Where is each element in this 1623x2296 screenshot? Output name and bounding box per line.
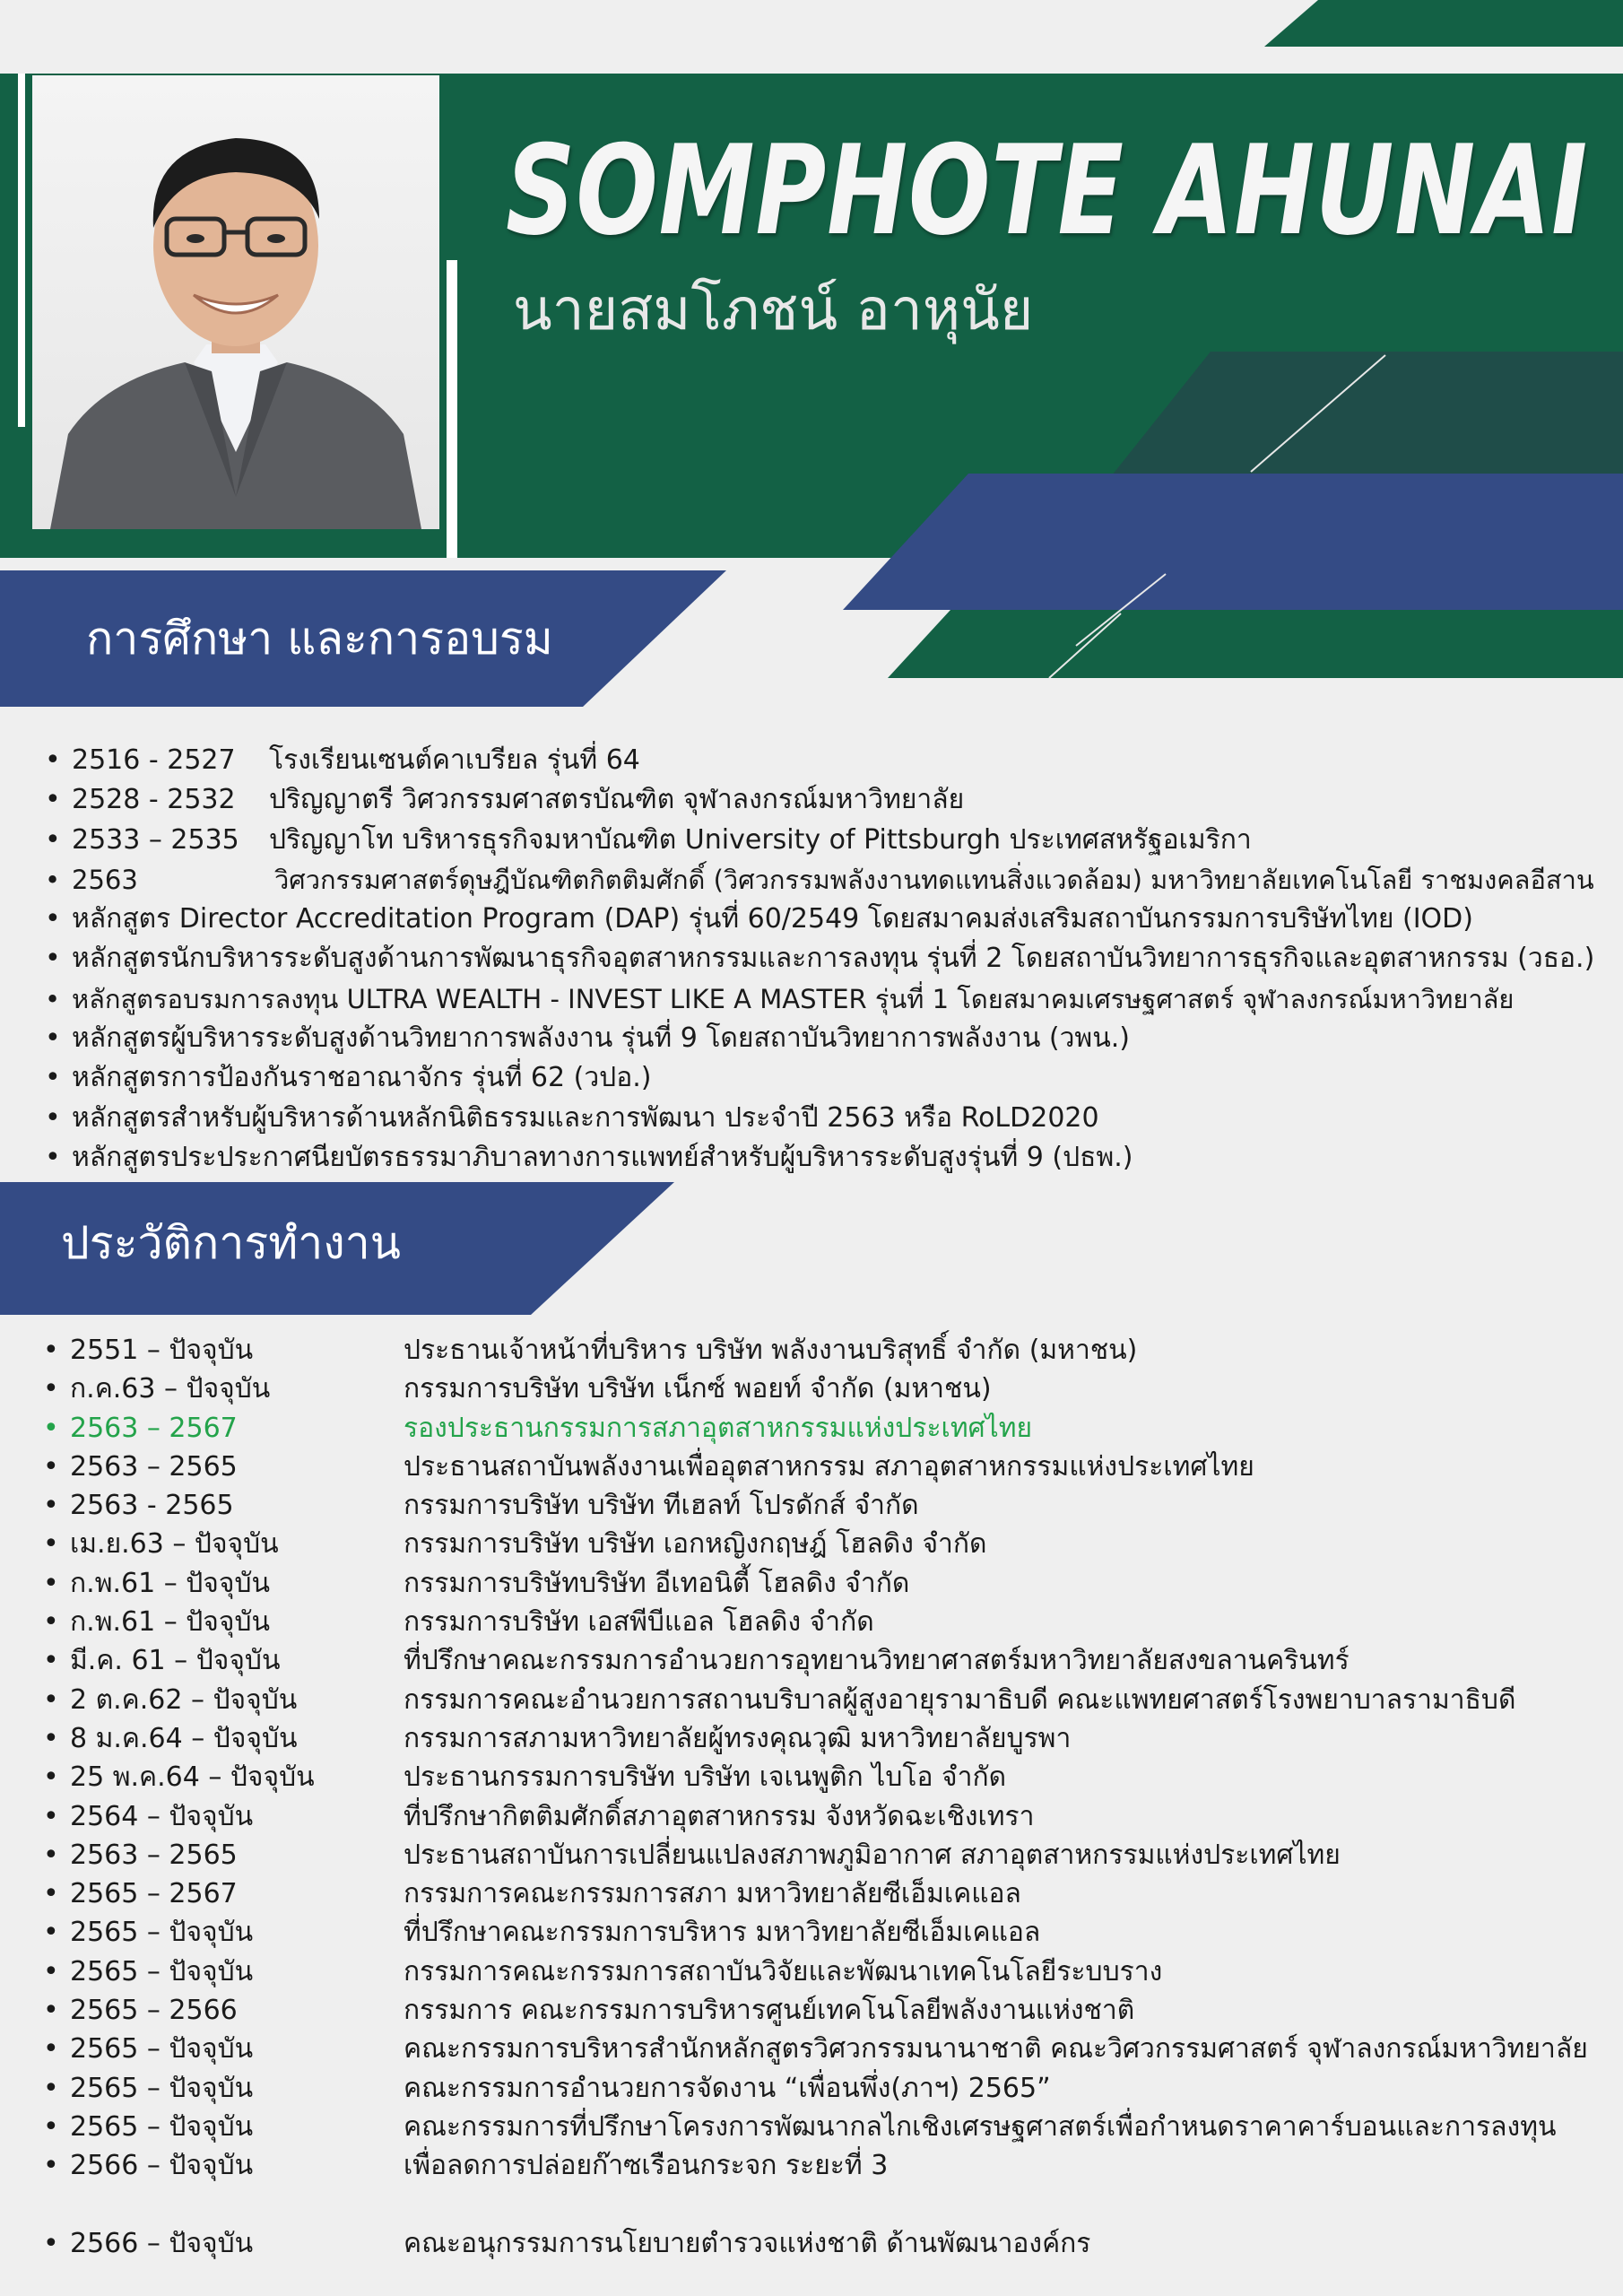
education-item (45, 780, 1623, 820)
education-item (45, 741, 1623, 780)
work-year: 2563 – 2567 (70, 1412, 238, 1444)
education-year: 2533 – 2535 (72, 823, 239, 856)
work-text: ประธานกรรมการบริษัท บริษัท เจเนพูติก ไบโอ จำกัด (404, 1761, 1007, 1794)
work-year: 2565 – 2567 (70, 1878, 238, 1910)
photo-frame-left-line (18, 74, 25, 427)
work-text: กรรมการบริษัทบริษัท อีเทอนิตี้ โฮลดิง จำกัด (404, 1567, 910, 1599)
work-year: 2565 – 2566 (70, 1995, 238, 2027)
work-text: กรรมการคณะกรรมการสภา มหาวิทยาลัยซีเอ็มเคแอล (404, 1878, 1021, 1910)
work-text: กรรมการบริษัท บริษัท เอกหญิงกฤษฎ์ โฮลดิง จำกัด (404, 1528, 987, 1561)
work-year: เม.ย.63 – ปัจจุบัน (70, 1528, 279, 1561)
work-year: 2563 - 2565 (70, 1490, 234, 1522)
work-year: 25 พ.ค.64 – ปัจจุบัน (70, 1761, 315, 1794)
work-item (43, 1836, 1621, 1874)
work-item (43, 2069, 1621, 2108)
work-year: 2564 – ปัจจุบัน (70, 1800, 254, 1832)
work-year: ก.พ.61 – ปัจจุบัน (70, 1606, 271, 1639)
work-year: 2565 – ปัจจุบัน (70, 1955, 254, 1987)
education-year: 2563 (72, 864, 138, 895)
work-year: 2565 – ปัจจุบัน (70, 2033, 254, 2066)
work-text: ที่ปรึกษาคณะกรรมการบริหาร มหาวิทยาลัยซีเอ็มเคแอล (404, 1917, 1041, 1949)
education-text: หลักสูตรอบรมการลงทุน ULTRA WEALTH - INVEST LIKE A MASTER รุ่นที่ 1 โดยสมาคมเศรษฐศาสตร์ จุฬาลงกรณ์มหาวิทยาลัย (72, 983, 1515, 1014)
work-text: กรรมการสภามหาวิทยาลัยผู้ทรงคุณวุฒิ มหาวิทยาลัยบูรพา (404, 1722, 1072, 1754)
work-section-title: ประวัติการทำงาน (61, 1217, 401, 1269)
work-year: 2551 – ปัจจุบัน (70, 1335, 254, 1366)
education-text: โรงเรียนเซนต์คาเบรียล รุ่นที่ 64 (269, 744, 640, 776)
portrait-illustration (32, 75, 439, 529)
education-text: หลักสูตรประประกาศนียบัตรธรรมาภิบาลทางการแพทย์สำหรับผู้บริหารระดับสูงรุ่นที่ 9 (ปธพ.) (72, 1141, 1133, 1173)
work-year: 8 ม.ค.64 – ปัจจุบัน (70, 1722, 298, 1754)
work-item (43, 1874, 1621, 1913)
work-item (43, 1370, 1621, 1408)
work-text: ที่ปรึกษากิตติมศักดิ์สภาอุตสาหกรรม จังหวัดฉะเชิงเทรา (404, 1800, 1035, 1832)
work-item (43, 2146, 1621, 2185)
work-year: 2565 – ปัจจุบัน (70, 2072, 254, 2104)
work-item (43, 1641, 1621, 1680)
work-text: ประธานสถาบันการเปลี่ยนแปลงสภาพภูมิอากาศ สภาอุตสาหกรรมแห่งประเทศไทย (404, 1839, 1341, 1871)
work-item (43, 1681, 1621, 1719)
work-year: 2 ต.ค.62 – ปัจจุบัน (70, 1683, 298, 1716)
work-text: กรรมการคณะกรรมการสถาบันวิจัยและพัฒนาเทคโนโลยีระบบราง (404, 1955, 1163, 1987)
education-item (45, 979, 1623, 1019)
work-year: ก.พ.61 – ปัจจุบัน (70, 1567, 271, 1599)
work-text: กรรมการบริษัท บริษัท ทีเฮลท์ โปรดักส์ จำกัด (404, 1490, 919, 1522)
navy-band (843, 474, 1623, 610)
work-item (43, 1448, 1621, 1486)
top-accent-shape (1264, 0, 1623, 47)
education-item (45, 1058, 1623, 1098)
education-text: วิศวกรรมศาสตร์ดุษฎีบัณฑิตกิตติมศักดิ์ (วิศวกรรมพลังงานทดแทนสิ่งแวดล้อม) มหาวิทยาลัยเทคโนโลยี ราชมงคลอีสาน (274, 864, 1594, 895)
education-text: หลักสูตรการป้องกันราชอาณาจักร รุ่นที่ 62 (วปอ.) (72, 1062, 652, 1094)
work-text: กรรมการคณะอำนวยการสถานบริบาลผู้สูงอายุรามาธิบดี คณะแพทยศาสตร์โรงพยาบาลรามาธิบดี (404, 1683, 1516, 1716)
work-item (43, 1797, 1621, 1836)
work-year: 2563 – 2565 (70, 1450, 238, 1483)
education-year: 2516 - 2527 (72, 744, 236, 776)
work-item (43, 1331, 1621, 1370)
work-text: คณะอนุกรรมการนโยบายตำรวจแห่งชาติ ด้านพัฒนาองค์กร (404, 2227, 1091, 2259)
education-text: หลักสูตรนักบริหารระดับสูงด้านการพัฒนาธุรกิจอุตสาหกรรมและการลงทุน รุ่นที่ 2 โดยสถาบันวิทยาการธุรกิจและอุตสาหกรรม (วธอ.) (72, 943, 1595, 975)
education-item (45, 1099, 1623, 1138)
education-item (45, 860, 1623, 900)
work-item (43, 1913, 1621, 1952)
work-year: 2566 – ปัจจุบัน (70, 2227, 254, 2259)
work-text: คณะกรรมการที่ปรึกษาโครงการพัฒนากลไกเชิงเศรษฐศาสตร์เพื่อกำหนดราคาคาร์บอนและการลงทุน (404, 2110, 1557, 2143)
education-section-title: การศึกษา และการอบรม (86, 613, 553, 665)
work-item (43, 1525, 1621, 1563)
work-year: 2565 – ปัจจุบัน (70, 2110, 254, 2143)
work-year: 2565 – ปัจจุบัน (70, 1917, 254, 1949)
work-text: กรรมการ คณะกรรมการบริหารศูนย์เทคโนโลยีพลังงานแห่งชาติ (404, 1995, 1135, 2027)
education-item (45, 1019, 1623, 1058)
education-list (45, 741, 1623, 1178)
education-text: หลักสูตรผู้บริหารระดับสูงด้านวิทยาการพลังงาน รุ่นที่ 9 โดยสถาบันวิทยาการพลังงาน (วพน.) (72, 1022, 1130, 1055)
work-text: ประธานเจ้าหน้าที่บริหาร บริษัท พลังงานบริสุทธิ์ จำกัด (มหาชน) (404, 1335, 1138, 1366)
name-english: SOMPHOTE AHUNAI (506, 118, 1588, 263)
work-text: กรรมการบริษัท เอสพีบีแอล โฮลดิง จำกัด (404, 1606, 874, 1639)
work-year: ก.ค.63 – ปัจจุบัน (70, 1373, 271, 1405)
work-text: เพื่อลดการปล่อยก๊าซเรือนกระจก ระยะที่ 3 (404, 2150, 889, 2182)
education-item (45, 1138, 1623, 1178)
education-text: หลักสูตรสำหรับผู้บริหารด้านหลักนิติธรรมและการพัฒนา ประจำปี 2563 หรือ RoLD2020 (72, 1101, 1099, 1134)
lower-green-block (888, 610, 1623, 678)
work-item (43, 2224, 1621, 2263)
education-item (45, 900, 1623, 939)
work-text: คณะกรรมการบริหารสำนักหลักสูตรวิศวกรรมนานาชาติ คณะวิศวกรรมศาสตร์ จุฬาลงกรณ์มหาวิทยาลัย (404, 2033, 1588, 2066)
work-item (43, 1409, 1621, 1448)
education-item (45, 939, 1623, 978)
work-text: คณะกรรมการอำนวยการจัดงาน “เพื่อนพึ่ง(ภาฯ) 2565” (404, 2072, 1051, 2104)
work-history-list (43, 1331, 1621, 2263)
work-text: รองประธานกรรมการสภาอุตสาหกรรมแห่งประเทศไทย (404, 1412, 1033, 1444)
work-text: ประธานสถาบันพลังงานเพื่ออุตสาหกรรม สภาอุตสาหกรรมแห่งประเทศไทย (404, 1450, 1254, 1483)
education-text: ปริญญาโท บริหารธุรกิจมหาบัณฑิต University of Pittsburgh ประเทศสหรัฐอเมริกา (269, 823, 1252, 856)
work-item (43, 1758, 1621, 1796)
work-item (43, 1991, 1621, 2030)
education-text: ปริญญาตรี วิศวกรรมศาสตรบัณฑิต จุฬาลงกรณ์มหาวิทยาลัย (269, 784, 965, 816)
work-year: มี.ค. 61 – ปัจจุบัน (70, 1645, 281, 1677)
work-item (43, 2108, 1621, 2146)
portrait-photo (32, 75, 439, 529)
work-item (43, 1486, 1621, 1525)
work-item (43, 1952, 1621, 1991)
work-text: กรรมการบริษัท บริษัท เน็กซ์ พอยท์ จำกัด (มหาชน) (404, 1373, 992, 1405)
work-item (43, 1719, 1621, 1758)
work-year: 2563 – 2565 (70, 1839, 238, 1871)
name-thai: นายสมโภชน์ อาหุนัย (513, 277, 1034, 344)
work-item (43, 1603, 1621, 1641)
education-year: 2528 - 2532 (72, 784, 236, 816)
work-item (43, 2030, 1621, 2068)
photo-frame-right-line (447, 260, 457, 558)
work-year: 2566 – ปัจจุบัน (70, 2150, 254, 2182)
education-item (45, 821, 1623, 860)
work-text: ที่ปรึกษาคณะกรรมการอำนวยการอุทยานวิทยาศาสตร์มหาวิทยาลัยสงขลานครินทร์ (404, 1645, 1350, 1677)
work-item (43, 1564, 1621, 1603)
education-text: หลักสูตร Director Accreditation Program (DAP) รุ่นที่ 60/2549 โดยสมาคมส่งเสริมสถาบันกรรมการบริษัทไทย (IOD) (72, 903, 1473, 935)
